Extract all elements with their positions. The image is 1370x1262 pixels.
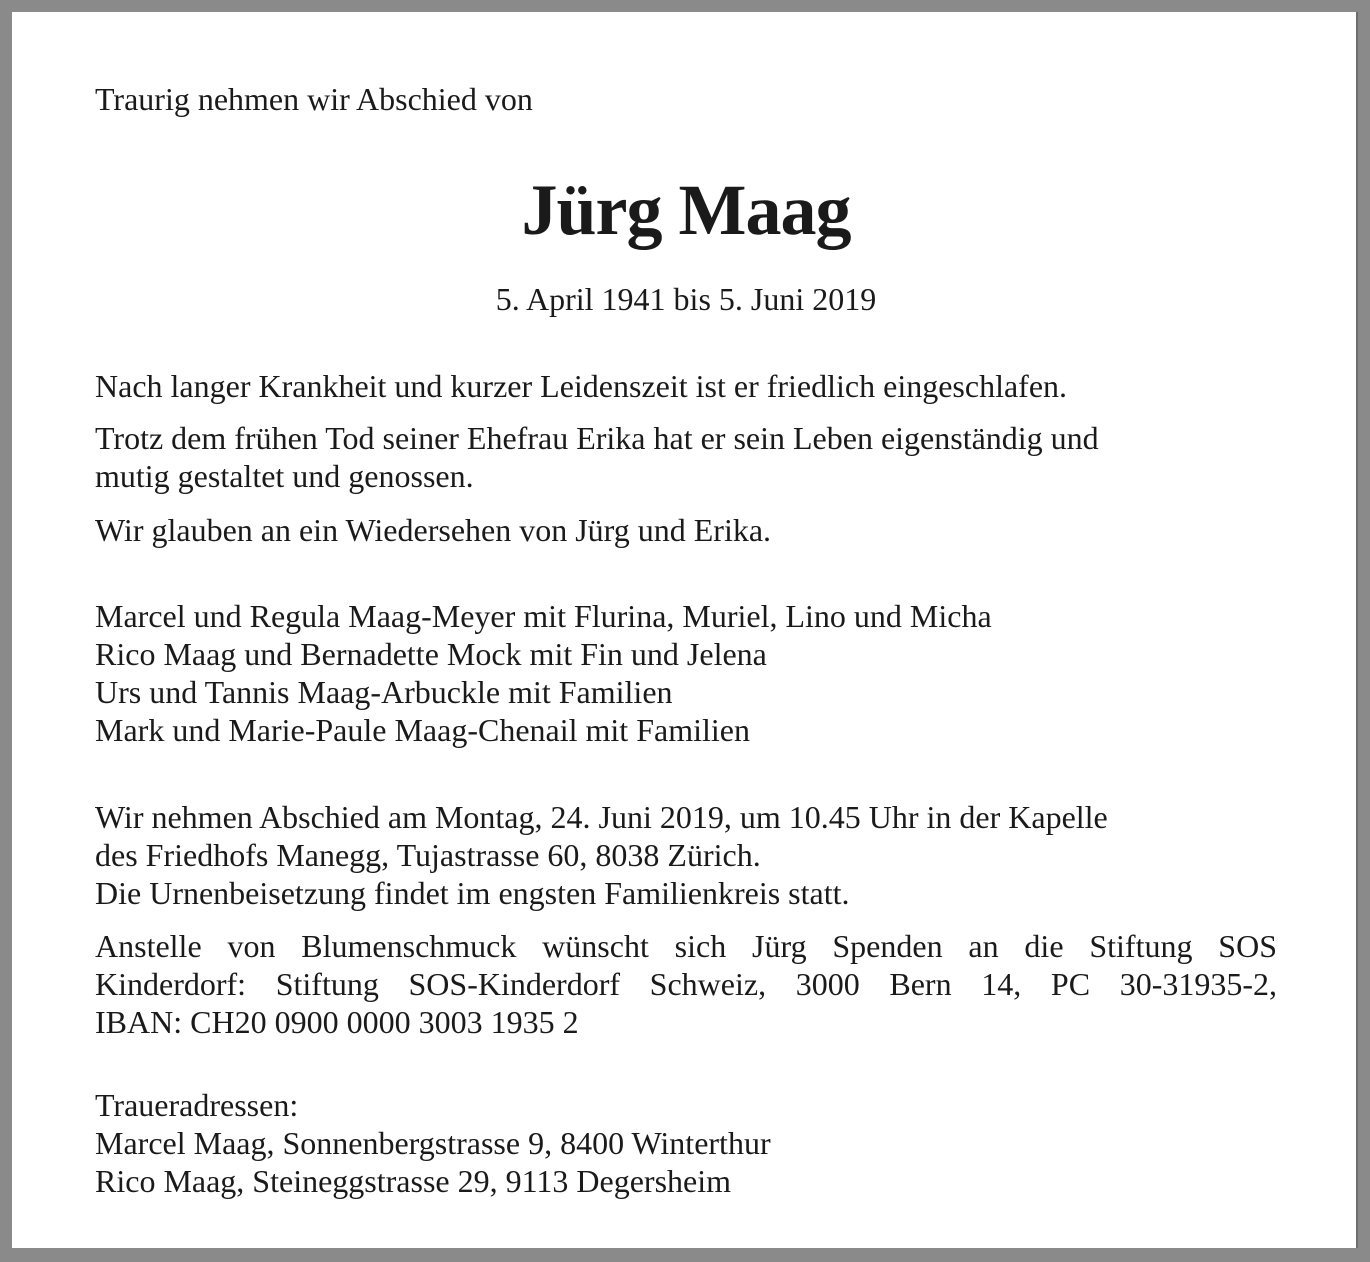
family-line: Urs und Tannis Maag-Arbuckle mit Familien xyxy=(95,674,673,710)
address-line: Marcel Maag, Sonnenbergstrasse 9, 8400 Winterthur xyxy=(95,1125,771,1161)
obituary-page xyxy=(12,12,1358,1248)
paragraph-life xyxy=(95,419,1277,495)
paragraph-line: Trotz dem frühen Tod seiner Ehefrau Erika hat er sein Leben eigenständig und xyxy=(95,420,1099,456)
ceremony-info xyxy=(95,798,1277,912)
family-list xyxy=(95,597,1277,749)
paragraph-illness xyxy=(95,367,1277,405)
donation-line: IBAN: CH20 0900 0000 3003 1935 2 xyxy=(95,1004,579,1040)
paragraph-reunion xyxy=(95,511,1277,549)
addresses-heading: Traueradressen: xyxy=(95,1087,299,1123)
paragraph-line: Nach langer Krankheit und kurzer Leidenszeit ist er friedlich eingeschlafen. xyxy=(95,368,1068,404)
paragraph-line: mutig gestaltet und genossen. xyxy=(95,458,474,494)
intro-text: Traurig nehmen wir Abschied von xyxy=(95,81,533,117)
ceremony-line: Wir nehmen Abschied am Montag, 24. Juni 2019, um 10.45 Uhr in der Kapelle xyxy=(95,799,1108,835)
deceased-name: Jürg Maag xyxy=(521,170,851,250)
address-line: Rico Maag, Steineggstrasse 29, 9113 Degersheim xyxy=(95,1163,732,1199)
donation-line: Kinderdorf: Stiftung SOS-Kinderdorf Schweiz, 3000 Bern 14, PC 30-31935-2, xyxy=(95,966,1277,1002)
family-line: Marcel und Regula Maag-Meyer mit Flurina, Muriel, Lino und Micha xyxy=(95,598,992,634)
donation-info xyxy=(95,927,1277,1041)
family-line: Rico Maag und Bernadette Mock mit Fin und Jelena xyxy=(95,636,767,672)
paragraph-line: Wir glauben an ein Wiedersehen von Jürg und Erika. xyxy=(95,512,772,548)
family-line: Mark und Marie-Paule Maag-Chenail mit Familien xyxy=(95,712,750,748)
donation-line: Anstelle von Blumenschmuck wünscht sich Jürg Spenden an die Stiftung SOS xyxy=(95,928,1277,964)
mourning-addresses xyxy=(95,1086,1277,1200)
ceremony-line: Die Urnenbeisetzung findet im engsten Familienkreis statt. xyxy=(95,875,850,911)
ceremony-line: des Friedhofs Manegg, Tujastrasse 60, 8038 Zürich. xyxy=(95,837,761,873)
life-dates: 5. April 1941 bis 5. Juni 2019 xyxy=(495,281,877,317)
